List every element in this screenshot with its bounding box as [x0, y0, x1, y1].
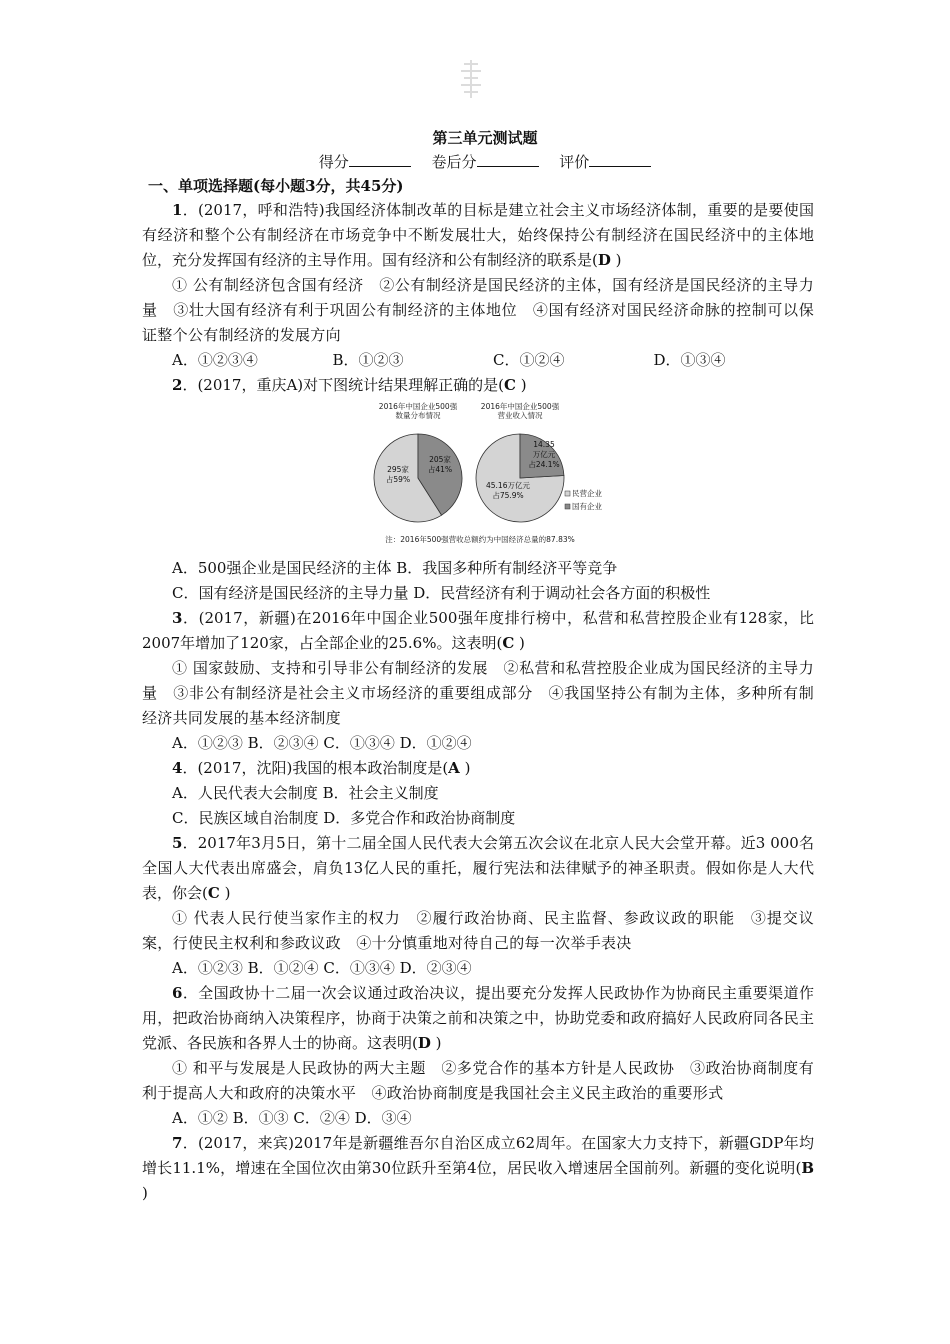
section-title: 一、单项选择题(每小题3分，共45分) — [148, 177, 404, 195]
option-a: A．①②③④ — [172, 351, 258, 369]
question-stem: ．(2017，呼和浩特)我国经济体制改革的目标是建立社会主义市场经济体制，重要的是要使国有经济和整个公有制经济在市场竞争中不断发展壮大，始终保持公有制经济在国民经济中的主体地位，充分发挥国有经济的主导作用。国有经济和公有制经济的联系是( — [142, 201, 814, 269]
score-line — [156, 150, 814, 174]
score-blank[interactable] — [349, 152, 411, 167]
legend-state-swatch — [565, 504, 570, 509]
question-number: 2 — [172, 376, 183, 394]
question-number: 7 — [172, 1134, 183, 1152]
option-c: C．①②④ — [493, 351, 565, 369]
option-line: A．①②③ B．①②④ C．①③④ D．②③④ — [172, 959, 472, 977]
left-chart-title-2: 数量分布情况 — [395, 411, 441, 420]
question-statements: ① 国家鼓励、支持和引导非公有制经济的发展 ②私营和私营控股企业成为国民经济的主导力量 ③非公有制经济是社会主义市场经济的重要组成部分 ④我国坚持公有制为主体，多种所有制经济共同发展的基本经济制度 — [142, 659, 814, 727]
question-close: ) — [430, 1034, 442, 1052]
option-line-2: C．民族区域自治制度 D．多党合作和政治协商制度 — [172, 809, 516, 827]
question-5 — [142, 831, 814, 906]
question-answer: C — [207, 884, 220, 902]
question-close: ) — [219, 884, 231, 902]
question-number: 3 — [172, 609, 183, 627]
page-title: 第三单元测试题 — [432, 129, 538, 147]
question-1 — [142, 198, 814, 273]
left-private-label-2: 占59% — [385, 475, 411, 484]
left-state-label-2: 占41% — [427, 465, 453, 474]
question-number: 6 — [172, 984, 183, 1002]
question-7 — [142, 1131, 814, 1206]
question-number: 5 — [172, 834, 183, 852]
document-page — [142, 126, 814, 1206]
option-line-1: A．人民代表大会制度 B．社会主义制度 — [172, 784, 439, 802]
option-d: D．①③④ — [653, 351, 726, 369]
question-close: ) — [610, 251, 622, 269]
question-stem: ．(2017，沈阳)我国的根本政治制度是( — [182, 759, 449, 777]
question-number: 4 — [172, 759, 183, 777]
evaluation-blank[interactable] — [589, 152, 651, 167]
right-private-label-1: 45.16万亿元 — [486, 481, 530, 490]
question-6 — [142, 981, 814, 1056]
right-state-label-3: 占24.1% — [528, 460, 560, 469]
question-3 — [142, 606, 814, 656]
question-answer: D — [597, 251, 611, 269]
evaluation-label: 评价 — [559, 153, 590, 171]
watermark-icon — [456, 58, 486, 100]
final-score-blank[interactable] — [477, 152, 539, 167]
question-answer: C — [502, 634, 515, 652]
question-answer: B — [801, 1159, 814, 1177]
question-statements: ① 代表人民行使当家作主的权力 ②履行政治协商、民主监督、参政议政的职能 ③提交议案，行使民主权利和参政议政 ④十分慎重地对待自己的每一次举手表决 — [142, 909, 814, 952]
right-chart-title-2: 营业收入情况 — [497, 411, 543, 420]
option-line: A．①② B．①③ C．②④ D．③④ — [172, 1109, 412, 1127]
question-answer: A — [448, 759, 460, 777]
question-4 — [142, 756, 814, 781]
right-chart-title-1: 2016年中国企业500强 — [480, 402, 560, 411]
question-answer: D — [417, 1034, 431, 1052]
pie-chart-figure — [360, 400, 610, 550]
option-line-2: C．国有经济是国民经济的主导力量 D．民营经济有利于调动社会各方面的积极性 — [172, 584, 711, 602]
question-stem: ．(2017，新疆)在2016年中国企业500强年度排行榜中，私营和私营控股企业有128家，比2007年增加了120家，占全部企业的25.6%。这表明( — [142, 609, 814, 652]
option-line: A．①②③ B．②③④ C．①③④ D．①②④ — [172, 734, 472, 752]
final-score-label: 卷后分 — [431, 153, 477, 171]
option-line-1: A．500强企业是国民经济的主体 B．我国多种所有制经济平等竞争 — [172, 559, 618, 577]
question-2 — [142, 373, 814, 398]
question-close: ) — [459, 759, 471, 777]
legend-state-label: 国有企业 — [572, 502, 602, 511]
answer-options — [142, 348, 814, 373]
option-b: B．①②③ — [332, 351, 404, 369]
question-number: 1 — [172, 201, 183, 219]
right-private-label-2: 占75.9% — [492, 491, 524, 500]
left-state-label-1: 205家 — [429, 455, 451, 464]
left-private-label-1: 295家 — [387, 465, 409, 474]
question-stem: ．(2017，重庆A)对下图统计结果理解正确的是( — [182, 376, 505, 394]
question-stem: ．全国政协十二届一次会议通过政治决议，提出要充分发挥人民政协作为协商民主重要渠道作用，把政治协商纳入决策程序，协商于决策之前和决策之中，协助党委和政府搞好人民政府同各民主党派、各民族和各界人士的协商。这表明( — [142, 984, 814, 1052]
question-close: ) — [142, 1184, 148, 1202]
legend-private-label: 民营企业 — [572, 489, 602, 498]
question-stem: ．2017年3月5日，第十二届全国人民代表大会第五次会议在北京人民大会堂开幕。近3 000名全国人大代表出席盛会，肩负13亿人民的重托，履行宪法和法律赋予的神圣职责。假如你是人大代表，你会( — [142, 834, 814, 902]
question-statements: ① 公有制经济包含国有经济 ②公有制经济是国民经济的主体，国有经济是国民经济的主导力量 ③壮大国有经济有利于巩固公有制经济的主体地位 ④国有经济对国民经济命脉的控制可以保证整个公有制经济的发展方向 — [142, 276, 814, 344]
score-label: 得分 — [318, 153, 349, 171]
legend-private-swatch — [565, 491, 570, 496]
question-statements: ① 和平与发展是人民政协的两大主题 ②多党合作的基本方针是人民政协 ③政治协商制度有利于提高人大和政府的决策水平 ④政治协商制度是我国社会主义民主政治的重要形式 — [142, 1059, 814, 1102]
question-stem: ．(2017，来宾)2017年是新疆维吾尔自治区成立62周年。在国家大力支持下，新疆GDP年均增长11.1%，增速在全国位次由第30位跃升至第4位，居民收入增速居全国前列。新疆的变化说明( — [142, 1134, 814, 1177]
question-close: ) — [515, 376, 527, 394]
question-answer: C — [504, 376, 516, 394]
right-state-label-2: 万亿元 — [532, 450, 556, 459]
question-close: ) — [514, 634, 525, 652]
left-chart-title-1: 2016年中国企业500强 — [378, 402, 458, 411]
right-state-label-1: 14.35 — [533, 440, 555, 449]
chart-note: 注：2016年500强营收总额约为中国经济总量的87.83% — [385, 535, 575, 544]
